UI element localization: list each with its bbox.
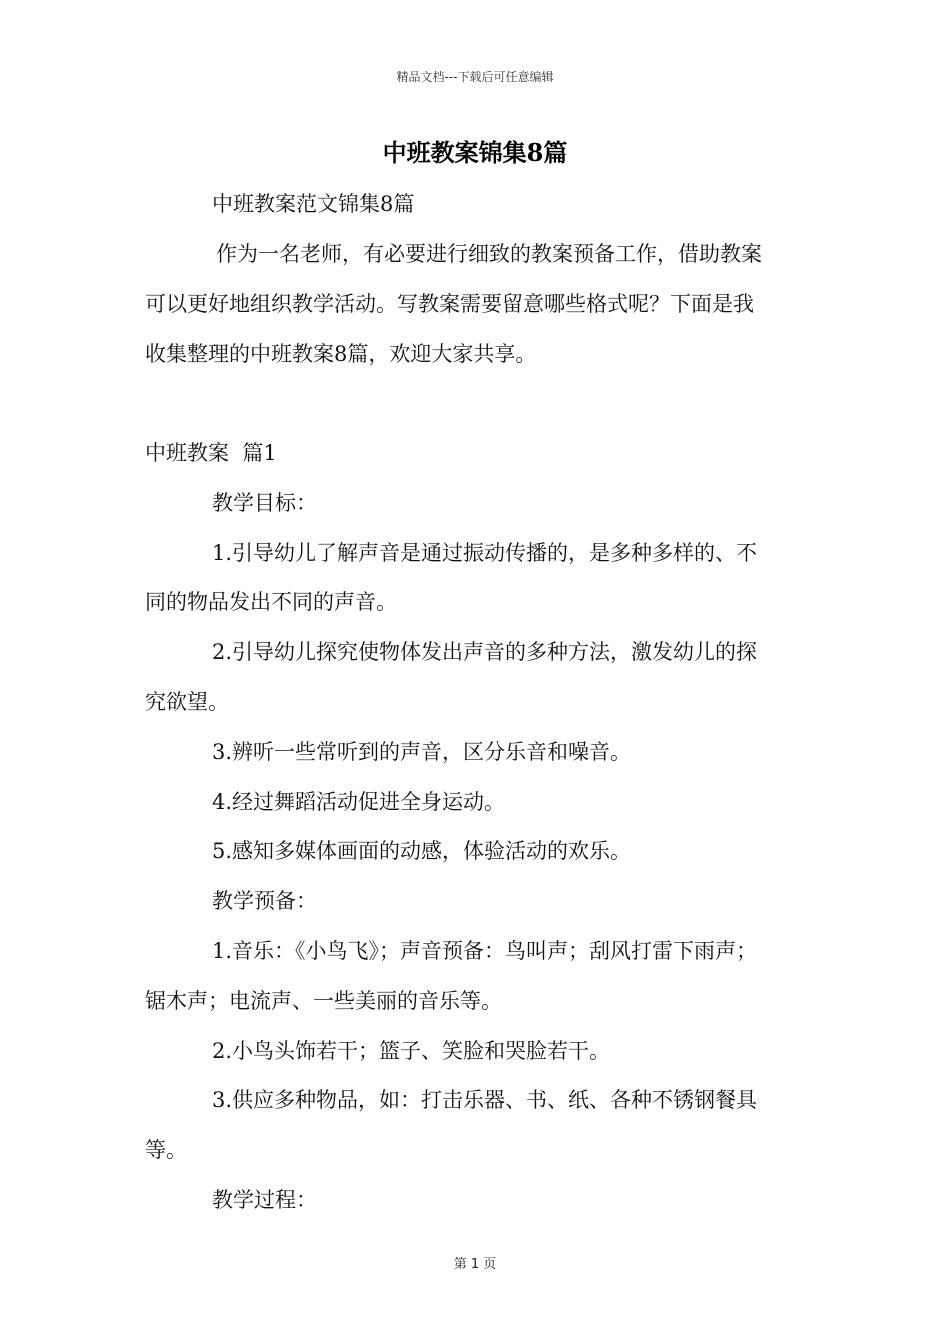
page-number: 第 1 页 (453, 1257, 497, 1272)
goal-2-line-2: 究欲望。 (145, 690, 229, 714)
prep-3-line-1: 3.供应多种物品，如：打击乐器、书、纸、各种不锈钢餐具 (212, 1088, 758, 1112)
goal-1-line-1: 1.引导幼儿了解声音是通过振动传播的，是多种多样的、不 (212, 541, 758, 565)
goal-3: 3.辨听一些常听到的声音，区分乐音和噪音。 (212, 740, 632, 764)
goal-2-line-1: 2.引导幼儿探究使物体发出声音的多种方法，激发幼儿的探 (212, 640, 758, 664)
goal-1-line-2: 同的物品发出不同的声音。 (145, 590, 397, 614)
document-title: 中班教案锦集8篇 (382, 138, 568, 167)
intro-line-2: 可以更好地组织教学活动。写教案需要留意哪些格式呢？下面是我 (145, 292, 754, 316)
prep-2: 2.小鸟头饰若干；篮子、笑脸和哭脸若干。 (212, 1039, 611, 1063)
goal-5: 5.感知多媒体画面的动感，体验活动的欢乐。 (212, 839, 632, 863)
goal-4: 4.经过舞蹈活动促进全身运动。 (212, 790, 506, 814)
intro-line-1: 作为一名老师，有必要进行细致的教案预备工作，借助教案 (216, 242, 762, 266)
prep-1-line-1: 1.音乐：《小鸟飞》；声音预备：鸟叫声；刮风打雷下雨声； (212, 939, 758, 963)
prep-1-line-2: 锯木声；电流声、一些美丽的音乐等。 (145, 989, 502, 1013)
prep-3-line-2: 等。 (145, 1138, 187, 1162)
intro-line-3: 收集整理的中班教案8篇，欢迎大家共享。 (145, 342, 537, 366)
goals-label: 教学目标： (212, 491, 317, 515)
page-header: 精品文档---下载后可任意编辑 (396, 70, 554, 84)
section-heading: 中班教案 篇1 (145, 441, 277, 465)
process-label: 教学过程： (212, 1188, 317, 1212)
prep-label: 教学预备： (212, 889, 317, 913)
document-subtitle: 中班教案范文锦集8篇 (212, 192, 415, 216)
